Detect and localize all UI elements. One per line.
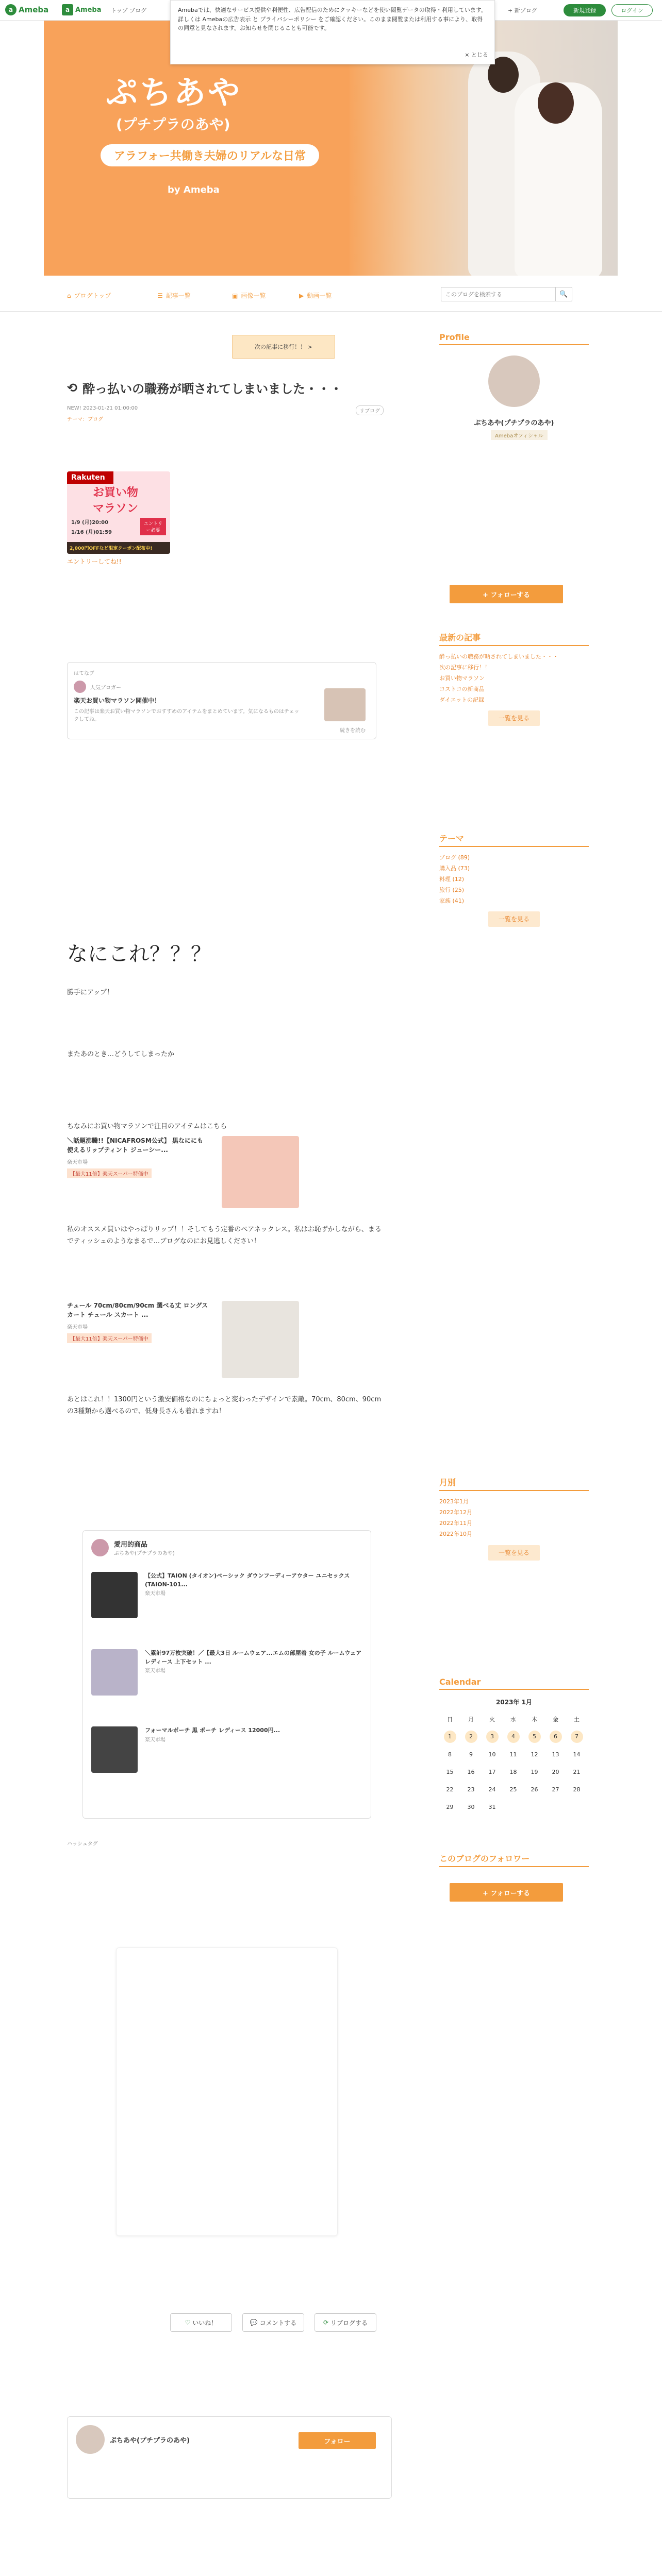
product-2-badge: 【最大11倍】楽天スーパー特価中 (67, 1333, 152, 1343)
comment-icon: 💬 (250, 2319, 258, 2326)
rakuten-title1: お買い物 (93, 486, 139, 499)
theme-item[interactable]: 料理 (12) (439, 875, 465, 883)
rakuten-date2: 1/16 (月)01:59 (71, 530, 112, 535)
theme-list (439, 853, 589, 927)
reblog-button-top[interactable]: リブログ (356, 405, 384, 415)
nav-images[interactable]: ▣ 画像一覧 (232, 292, 266, 299)
embed-description: この記事は楽天お買い物マラソンでおすすめのアイテムをまとめています。気になるものはチェックしてね。 (74, 709, 300, 722)
month-item[interactable]: 2022年10月 (439, 1530, 472, 1537)
article-date: NEW! 2023-01-21 01:00:00 (67, 405, 138, 411)
weekday: 金 (553, 1716, 558, 1723)
recent-item[interactable]: コストコの新商品 (439, 685, 485, 692)
recent-item[interactable]: お買い物マラソン (439, 674, 485, 682)
product-1-title: ＼話題沸騰!!【NICAFROSM公式】 黒なににも使えるリップティント ジューシー... (67, 1137, 203, 1154)
recent-more-button[interactable]: 一覧を見る (488, 710, 540, 726)
favorite-item-2[interactable] (91, 1649, 363, 1696)
favorite-items-card (82, 1530, 371, 1819)
rakuten-title2: マラソン (93, 502, 139, 515)
list-icon: ☰ (157, 292, 163, 299)
embed-read-more[interactable]: 続きを読む (340, 728, 366, 734)
follow-button-2[interactable]: + フォローする (450, 1883, 563, 1902)
embed-label: はてなブ (74, 671, 94, 676)
theme-more-button[interactable]: 一覧を見る (488, 911, 540, 927)
home-icon: ⌂ (67, 292, 71, 299)
blog-navbar (0, 276, 662, 312)
weekday: 水 (510, 1716, 516, 1723)
article-theme[interactable]: テーマ：ブログ (67, 417, 103, 422)
blog-search (441, 287, 572, 301)
avatar (74, 681, 86, 693)
blog-title: ぷちあや (106, 74, 242, 111)
login-button[interactable]: ログイン (611, 4, 653, 16)
follow-button[interactable]: + フォローする (450, 585, 563, 603)
theme-item[interactable]: 購入品 (73) (439, 865, 470, 872)
theme-heading: テーマ (439, 832, 589, 847)
heart-icon: ♡ (185, 2319, 191, 2326)
calendar-table: 日 月 火 水 木 金 土 1 2 3 4 5 6 7 8 9 10 11 12 13 14 15 16 17 18 19 20 21 22 23 24 25 26 27 28 29 30 31 (439, 1710, 587, 1816)
paragraph-5: あとはこれ！！1300円という激安価格なのにちょっと変わったデザインで素敵。70cm、80cm、90cmの3種類から選べるので、低身長さんも着れますね！ (67, 1396, 382, 1416)
calendar-day[interactable]: 3 (486, 1731, 499, 1743)
favorite-item-1-image (91, 1572, 138, 1618)
favorite-item-2-source: 楽天市場 (145, 1668, 166, 1674)
weekday: 土 (574, 1716, 580, 1723)
recent-heading: 最新の記事 (439, 631, 589, 646)
nav-blog-top[interactable]: ⌂ ブログトップ (67, 292, 111, 299)
favorite-item-3-source: 楽天市場 (145, 1737, 166, 1743)
embed-author: 人気ブロガー (90, 685, 121, 691)
calendar-heading: Calendar (439, 1677, 589, 1690)
weekday: 月 (468, 1716, 474, 1723)
calendar-day[interactable]: 6 (550, 1731, 562, 1743)
product-2-title: チュール 70cm/80cm/90cm 選べる丈 ロングスカート チュール スカート ... (67, 1302, 208, 1318)
article-title[interactable]: 酔っ払いの職務が晒されてしまいました・・・ (82, 382, 343, 396)
image-icon: ▣ (232, 292, 238, 299)
official-badge: Amebaオフィシャル (491, 430, 548, 440)
hashtag-label: ハッシュタグ (67, 1841, 98, 1847)
product-1-badge: 【最大11倍】楽天スーパー特価中 (67, 1168, 152, 1178)
month-item[interactable]: 2022年12月 (439, 1509, 472, 1516)
rakuten-logo: Rakuten (67, 471, 113, 484)
calendar-day[interactable]: 7 (571, 1731, 583, 1743)
profile-heading: Profile (439, 332, 589, 345)
month-item[interactable]: 2022年11月 (439, 1519, 472, 1527)
rakuten-entry-link[interactable]: エントリーしてね!! (67, 558, 122, 565)
recent-item[interactable]: 次の記事に移行！！ (439, 664, 490, 671)
blog-subtitle: (プチプラのあや) (116, 116, 230, 133)
nav-videos[interactable]: ▶ 動画一覧 (299, 292, 332, 299)
weekday: 木 (532, 1716, 537, 1723)
ameba-blog-logo[interactable]: a Ameba (62, 4, 102, 15)
theme-item[interactable]: 旅行 (25) (439, 886, 465, 893)
favorites-title: 愛用的商品 (114, 1541, 148, 1549)
like-button[interactable]: ♡ いいね！ (170, 2313, 232, 2332)
paragraph-3: ちなみにお買い物マラソンで注目のアイテムはこちら (67, 1123, 227, 1130)
favorite-item-3-image (91, 1726, 138, 1773)
paragraph-4: 私のオススメ買いはやっぱりリップ！！そしてもう定番のペアネックレス。私はお恥ずかしながら、まるでティッシュのようなまるで...ブログなのにお見逃しください！ (67, 1226, 382, 1246)
register-button[interactable]: 新規登録 (564, 4, 606, 16)
embedded-blog-card[interactable] (67, 662, 376, 739)
favorites-subtitle: ぷちあや(プチプラのあや) (114, 1551, 175, 1556)
favorite-item-1[interactable] (91, 1572, 363, 1618)
search-button[interactable] (555, 287, 572, 301)
reblog-button[interactable]: ⟳ リブログする (315, 2313, 376, 2332)
recent-list (439, 652, 589, 726)
followers-heading: このブログのフォロワー (439, 1852, 589, 1867)
profile-avatar[interactable] (488, 355, 540, 407)
favorite-item-1-title: 【公式】TAION (タイオン)ベーシック ダウンフーディーアウター ユニセックス (TAION-101... (145, 1572, 350, 1588)
by-ameba: by Ameba (168, 184, 220, 195)
ameba-blog-icon: a (62, 4, 73, 15)
month-item[interactable]: 2023年1月 (439, 1498, 469, 1505)
theme-item[interactable]: ブログ (89) (439, 854, 470, 861)
theme-item[interactable]: 家族 (41) (439, 897, 465, 904)
calendar-day[interactable]: 2 (465, 1731, 477, 1743)
close-notice-button[interactable]: × とじる (465, 52, 488, 59)
weekday: 日 (447, 1716, 453, 1723)
article-icon: ⟲ (67, 380, 78, 395)
embed-thumbnail (324, 688, 366, 721)
monthly-more-button[interactable]: 一覧を見る (488, 1545, 540, 1561)
product-1-image (222, 1136, 299, 1208)
search-input[interactable] (441, 287, 555, 301)
video-icon: ▶ (299, 292, 304, 299)
calendar-day[interactable]: 5 (528, 1731, 541, 1743)
blog-tagline: アラフォー共働き夫婦のリアルな日常 (101, 144, 319, 166)
monthly-heading: 月別 (439, 1476, 589, 1491)
reblog-icon: ⟳ (323, 2319, 329, 2326)
favorite-item-3-title: フォーマルポーチ 黒 ポーチ レディース 12000円... (145, 1727, 280, 1734)
paragraph-1: 勝手にアップ！ (67, 989, 114, 996)
follow-card (67, 2416, 392, 2499)
favorite-item-1-source: 楽天市場 (145, 1591, 166, 1597)
video-ad-frame[interactable] (116, 1947, 338, 2236)
product-card-1[interactable] (67, 1136, 309, 1208)
weekday: 火 (489, 1716, 495, 1723)
ameba-logo[interactable]: a Ameba (5, 4, 48, 15)
top-nav[interactable]: トップ ブログ (111, 7, 147, 14)
ameba-logo-icon: a (5, 4, 16, 15)
cookie-notice-text: Amebaでは、快適なサービス提供や利便性、広告配信のためにクッキーなどを使い閲覧データの取得・利用しています。詳しくは Amebaの広告表示 と プライバシーポリシー をご確認ください。このまま閲覧または利用する事により、取得の同意と見なされます。お知らせを閉じることも可能です。 (178, 7, 487, 32)
favorite-item-3[interactable] (91, 1726, 363, 1773)
favorite-item-2-title: ＼累計97万枚突破！／【最大3日 ルームウェア...エムの部屋着 女の子 ルームウェア レディース 上下セット ... (145, 1650, 362, 1665)
calendar-day[interactable]: 4 (507, 1731, 520, 1743)
next-article-button-top[interactable]: 次の記事に移行！！ > (232, 335, 335, 359)
comment-button[interactable]: 💬 コメントする (242, 2313, 304, 2332)
rakuten-coupon: 2,000円OFFなど限定クーポン配布中! (67, 542, 170, 554)
article-title-row (67, 379, 342, 397)
article-heading: なにこれ？？？ (67, 942, 211, 966)
product-2-image (222, 1301, 299, 1378)
search-icon: 🔍 (559, 290, 568, 298)
avatar (76, 2425, 105, 2454)
bride-hair (538, 82, 574, 124)
product-1-source: 楽天市場 (67, 1160, 88, 1165)
product-2-source: 楽天市場 (67, 1325, 88, 1330)
avatar (91, 1539, 109, 1556)
recent-item[interactable]: ダイエットの記録 (439, 696, 485, 703)
product-card-2[interactable] (67, 1301, 309, 1378)
follow-card-button[interactable]: フォロー (299, 2432, 376, 2449)
monthly-list (439, 1497, 589, 1561)
rakuten-banner[interactable] (67, 471, 170, 554)
calendar-month: 2023年 1月 (496, 1699, 532, 1706)
new-blog-link[interactable]: + 新プログ (508, 7, 537, 14)
recent-item[interactable]: 酔っ払いの職務が晒されてしまいました・・・ (439, 653, 558, 660)
embed-title: 楽天お買い物マラソン開催中！ (74, 697, 161, 704)
nav-articles[interactable]: ☰ 記事一覧 (157, 292, 191, 299)
calendar-day[interactable]: 1 (444, 1731, 456, 1743)
profile-name[interactable]: ぷちあや(プチプラのあや) (474, 419, 554, 427)
paragraph-2: またあのとき…どうしてしまったか (67, 1050, 175, 1058)
follow-card-name: ぷちあや(プチプラのあや) (110, 2436, 190, 2445)
rakuten-date1: 1/9 (月)20:00 (71, 520, 109, 526)
cookie-notice (170, 0, 495, 64)
favorite-item-2-image (91, 1649, 138, 1696)
rakuten-entry-badge: エントリー必要 (140, 518, 166, 535)
